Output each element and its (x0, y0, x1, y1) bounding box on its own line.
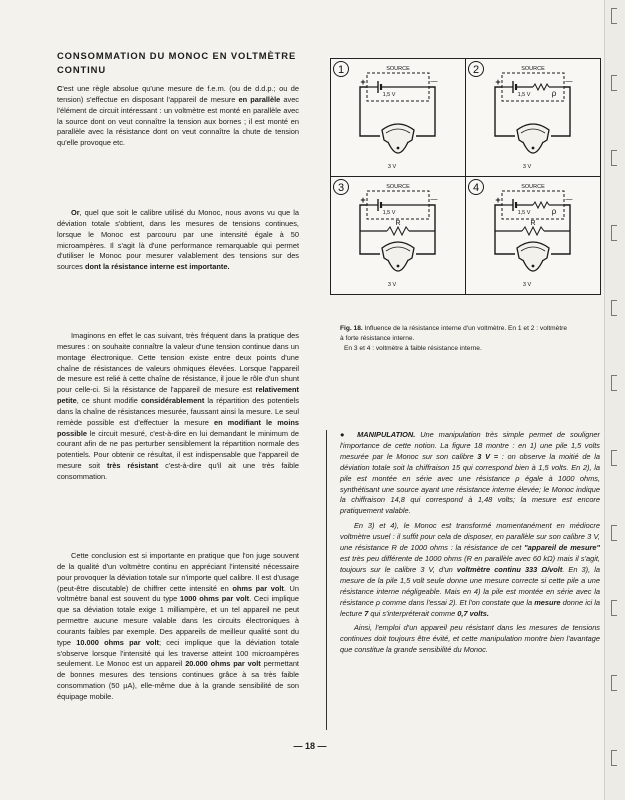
edge-mark (611, 600, 617, 616)
plus-sign: + (360, 195, 366, 205)
body-text: En 3) et 4), le Monoc est transformé momentanément en médiocre voltmètre usuel : il suffit pour cela de disposer, en parallèle sur son calibre 3 V, une résistance R de 1000 ohms : la résistance de cet (340, 521, 600, 553)
figure-18-circuits (330, 58, 601, 295)
body-text: Cette conclusion est si importante en pratique que l'on juge souvent de la qualité d'un voltmètre continu en appréciant l'intensité nécessaire pour provoquer la déviation totale sur n'importe quel calibre. Il est d'usage (peut-être discutable) de chiffrer cette intensité en (57, 551, 299, 593)
plus-sign: + (360, 77, 366, 87)
voltmeter-terminal-icon (532, 147, 535, 150)
body-text: 'est une règle absolue qu'une mesure de f.e.m. (ou de d.d.p.; ou de tension) s'effectue en disposant l'appareil de mesure (57, 84, 299, 104)
internal-resistance-label: ρ (551, 89, 557, 98)
edge-mark (611, 450, 617, 466)
source-label: SOURCE (521, 184, 545, 190)
meter-range-label: 3 V (387, 164, 397, 170)
plus-sign: + (495, 195, 501, 205)
minus-sign: — (565, 196, 573, 203)
manipulation-heading: MANIPULATION. (357, 430, 416, 439)
body-text: Imaginons en effet le cas suivant, très fréquent dans la pratique des mesures : on souhaite connaître la valeur d'une tension continue dans un montage électronique. Cette tension existe entre deux points d'une chaîne de résistances de valeurs ohmiques élevées. Lorsque l'appareil de mesure est relié à cette chaîne de résistance, il joue le rôle d'un shunt pour celle-ci. Si la résistance de l'appareil de mesure est (57, 331, 299, 395)
edge-mark (611, 375, 617, 391)
voltmeter-body (382, 124, 414, 145)
body-text: , ce shunt modifie (76, 396, 142, 406)
body-text: . Ceci implique que sa déviation totale exige 1 milliampère, et un tel appareil ne peut permettre aucune mesure valable dans les circuits électroniques à courants faibles par exemple. Des appareils de meilleur qualité sont du type (57, 594, 300, 647)
manipulation-box (340, 430, 600, 660)
emphasis-text: considérablement (141, 396, 205, 406)
emphasis-text: 3 V = (477, 451, 499, 461)
manipulation-paragraph-2 (340, 521, 600, 619)
emphasis-text: C (57, 84, 63, 93)
battery-label: 1,5 V (382, 210, 396, 216)
body-text: Une manipulation très simple permet de souligner l'importance de cette notion. La figure 18 montre : en 1) une pile 1,5 volts mesurée par le Monoc sur son calibre (340, 430, 601, 461)
panel-number: 1 (337, 64, 345, 76)
panel-number: 4 (472, 182, 480, 194)
voltmeter-body (517, 242, 549, 263)
edge-mark (611, 750, 617, 766)
body-text: la répartition des potentiels dans la chaîne de résistances mesurée, faussant ainsi la mesure. Le seul remède possible est d'effectuer la mesure (57, 396, 299, 427)
edge-mark (611, 525, 617, 541)
caption-text-1: Influence de la résistance interne d'un voltmètre. En 1 et 2 : voltmètre à forte résistance interne. (340, 325, 568, 342)
emphasis-text: ohms par volt (232, 583, 284, 593)
manipulation-rule (326, 430, 327, 730)
emphasis-text: 0,7 volts. (457, 608, 489, 618)
battery-label: 1,5 V (517, 210, 531, 216)
emphasis-text: en parallèle (238, 94, 281, 104)
edge-mark (611, 300, 617, 316)
source-label: SOURCE (521, 66, 545, 72)
meter-range-label: 3 V (522, 282, 532, 288)
caption-label: Fig. 18. (340, 325, 363, 332)
emphasis-text: très résistant (106, 461, 159, 471)
emphasis-text: en modifiant le moins possible (57, 417, 299, 438)
manipulation-paragraph-1 (340, 430, 600, 517)
body-text: donne ici la lecture (340, 597, 601, 618)
body-text: permettant de bonnes mesures des tensions continues grâce à sa très faible consommation (50 µA), elle-même due à la grande sensibilité de son équipage mobile. (57, 659, 299, 701)
manipulation-paragraph-3 (340, 623, 600, 656)
meter-range-label: 3 V (387, 282, 397, 288)
voltmeter-body (517, 124, 549, 145)
emphasis-text: Or (71, 208, 80, 217)
voltmeter-body (382, 242, 414, 263)
edge-mark (611, 8, 617, 24)
emphasis-text: "appareil de mesure" (524, 543, 600, 553)
body-text: est très peu différente de 1000 ohms (R en parallèle avec 60 kΩ) mais il s'agit, toujours sur le calibre 3 V, d'un (340, 553, 600, 574)
body-text: . En 3), la mesure de la pile 1,5 volt seule donne une mesure correcte si cette pile a une résistance interne négligeable. Mais en 4) la pile est montée en série avec la résistance ρ comme dans l'essai 2). Et l'on constate que la (340, 564, 600, 607)
load-resistance-label: R (395, 220, 401, 227)
paragraph-parallel-rule (57, 84, 299, 149)
load-resistance-label: R (530, 220, 536, 227)
emphasis-text: 20.000 ohms par volt (185, 659, 261, 669)
body-text: : on observe la moitié de la déviation totale soit la chiffraison 15 qui correspond bien à 1,5 volts. En 2), la pile est montée en série avec une résistance ρ égale à 1000 ohms, synthétisant une source ayant une résistance interne élevée; le Monoc indique la chiffraison 14,8 qui correspond à 1,48 volts; la mesure est encore pratiquement valable. (340, 451, 600, 516)
figure-caption (340, 324, 570, 353)
body-text: Ainsi, l'emploi d'un appareil peu résistant dans les mesures de tensions continues doit toujours être évité, et cette manipulation montre bien l'avantage que constitue la grande sensibilité du Monoc. (340, 623, 600, 655)
panel-number: 2 (472, 64, 480, 76)
emphasis-text: relativement petite (57, 385, 299, 406)
minus-sign: — (565, 78, 573, 85)
battery-label: 1,5 V (382, 92, 396, 98)
minus-sign: — (430, 196, 438, 203)
manipulation-text-1 (340, 430, 600, 515)
voltmeter-terminal-icon (397, 265, 400, 268)
body-text: le circuit mesuré, c'est-à-dire en lui demandant le minimum de courant afin de ne pas perturber sensiblement la répartition normale des potentiels. Pour obtenir ce résultat, il est indispensable que l'appareil de mesure soit (57, 428, 299, 471)
paragraph-ohms-per-volt (57, 551, 299, 703)
page-number: — 18 — (293, 741, 327, 751)
edge-mark (611, 150, 617, 166)
plus-sign: + (495, 77, 501, 87)
emphasis-text: 1000 ohms par volt (180, 594, 250, 604)
battery-label: 1,5 V (517, 92, 531, 98)
internal-resistance-label: ρ (551, 207, 557, 216)
emphasis-text: 7 (364, 608, 369, 618)
minus-sign: — (430, 78, 438, 85)
caption-text-2: En 3 et 4 : voltmètre à faible résistance interne. (344, 344, 482, 352)
voltmeter-terminal-icon (532, 265, 535, 268)
body-text: qui s'interpréterait comme (368, 608, 458, 618)
emphasis-text: 10.000 ohms par volt (76, 637, 159, 647)
body-text: ; ceci implique que la déviation totale s'observe lorsque l'intensité qui les traverse atteint 100 microampères seulement. Le Monoc est un appareil (57, 637, 299, 669)
edge-mark (611, 225, 617, 241)
meter-range-label: 3 V (522, 164, 532, 170)
emphasis-text: dont la résistance interne est importante. (84, 262, 230, 272)
paragraph-shunt-example (57, 331, 299, 483)
body-text: . Un voltmètre banal est souvent du type (57, 583, 299, 604)
body-text: avec l'élément de circuit intéressant : un voltmètre est monté en parallèle avec la source dont on veut connaître la tension aux bornes ; il est monté en parallèle avec la résistance dont on veut connaître la chute de tension qu'elle provoque etc. (57, 94, 300, 148)
bullet-icon: ● (340, 430, 348, 439)
source-label: SOURCE (386, 66, 410, 72)
paragraph-monoc-sensitivity (57, 208, 299, 273)
panel-number: 3 (337, 182, 345, 194)
voltmeter-terminal-icon (397, 147, 400, 150)
edge-mark (611, 675, 617, 691)
body-text: , quel que soit le calibre utilisé du Monoc, nous avons vu que la déviation totale s'obtient, dans les mesures de tensions continues, lorsque le Monoc est parcouru par une intensité égale à 50 microampères. Il s'agit là d'une performance remarquable qui permet d'utiliser le Monoc pour mesurer valablement des tensions sur des sources (57, 208, 299, 272)
emphasis-text: voltmètre continu 333 Ω/volt (456, 564, 563, 574)
section-title: CONSOMMATION DU MONOC EN VOLTMÈTRE CONTINU (57, 50, 297, 75)
edge-mark (611, 75, 617, 91)
body-text: c'est-à-dire qu'il ait une très faible consommation. (57, 461, 300, 481)
source-label: SOURCE (386, 184, 410, 190)
emphasis-text: mesure (534, 597, 561, 607)
